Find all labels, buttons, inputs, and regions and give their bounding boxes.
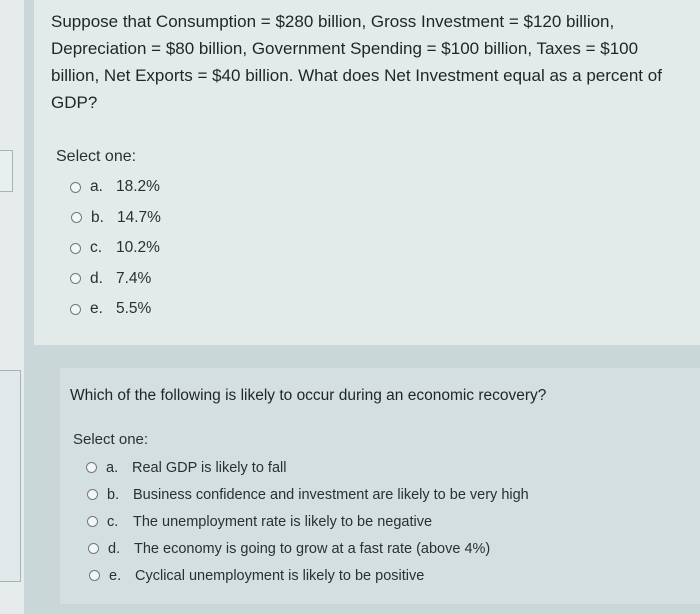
option-text: Real GDP is likely to fall [132,459,287,476]
q2-option-c[interactable] [87,508,529,535]
option-text: 7.4% [116,269,152,287]
q1-option-c[interactable] [70,233,161,264]
option-letter: b. [107,486,120,503]
radio-button-icon[interactable] [71,212,82,223]
radio-button-icon[interactable] [70,182,81,193]
q1-option-a[interactable] [70,172,161,203]
left-edge-panel [0,370,21,582]
radio-button-icon[interactable] [87,489,98,500]
q1-option-b[interactable] [71,203,161,234]
question-1-select-label: Select one: [56,148,137,165]
option-text: 5.5% [116,300,152,318]
q1-option-d[interactable] [70,264,161,295]
option-letter: a. [90,178,103,196]
option-letter: b. [91,208,104,226]
left-edge-tab [0,150,13,192]
option-text: Cyclical unemployment is likely to be positive [135,567,425,584]
option-letter: c. [107,513,119,530]
option-text: The economy is going to grow at a fast rate (above 4%) [134,540,491,557]
option-letter: d. [108,540,121,557]
option-text: 18.2% [116,178,160,196]
question-1-options [70,172,161,325]
radio-button-icon[interactable] [70,243,81,254]
radio-button-icon[interactable] [88,543,99,554]
radio-button-icon[interactable] [87,516,98,527]
option-text: Business confidence and investment are likely to be very high [133,486,529,503]
q2-option-b[interactable] [87,481,529,508]
question-1-text: Suppose that Consumption = $280 billion, Gross Investment = $120 billion, Depreciation = $80 billion, Government Spending = $100 billion, Taxes = $100 billion, Net Exports = $40 billion. What does Net Investment equal as a percent of GDP? [51,12,662,112]
option-letter: c. [90,239,103,257]
option-letter: e. [109,567,122,584]
q2-option-d[interactable] [88,535,529,562]
radio-button-icon[interactable] [70,304,81,315]
option-text: 10.2% [116,239,160,257]
q2-option-e[interactable] [89,562,529,589]
radio-button-icon[interactable] [89,570,100,581]
question-2-text: Which of the following is likely to occur during an economic recovery? [70,387,547,404]
option-letter: d. [90,269,103,287]
q2-option-a[interactable] [86,454,529,481]
option-letter: e. [90,300,103,318]
question-2-options [86,454,529,589]
option-text: 14.7% [117,208,161,226]
option-text: The unemployment rate is likely to be negative [133,513,433,530]
radio-button-icon[interactable] [70,273,81,284]
radio-button-icon[interactable] [86,462,97,473]
q1-option-e[interactable] [70,294,161,325]
question-2-select-label: Select one: [73,431,149,448]
option-letter: a. [106,459,119,476]
